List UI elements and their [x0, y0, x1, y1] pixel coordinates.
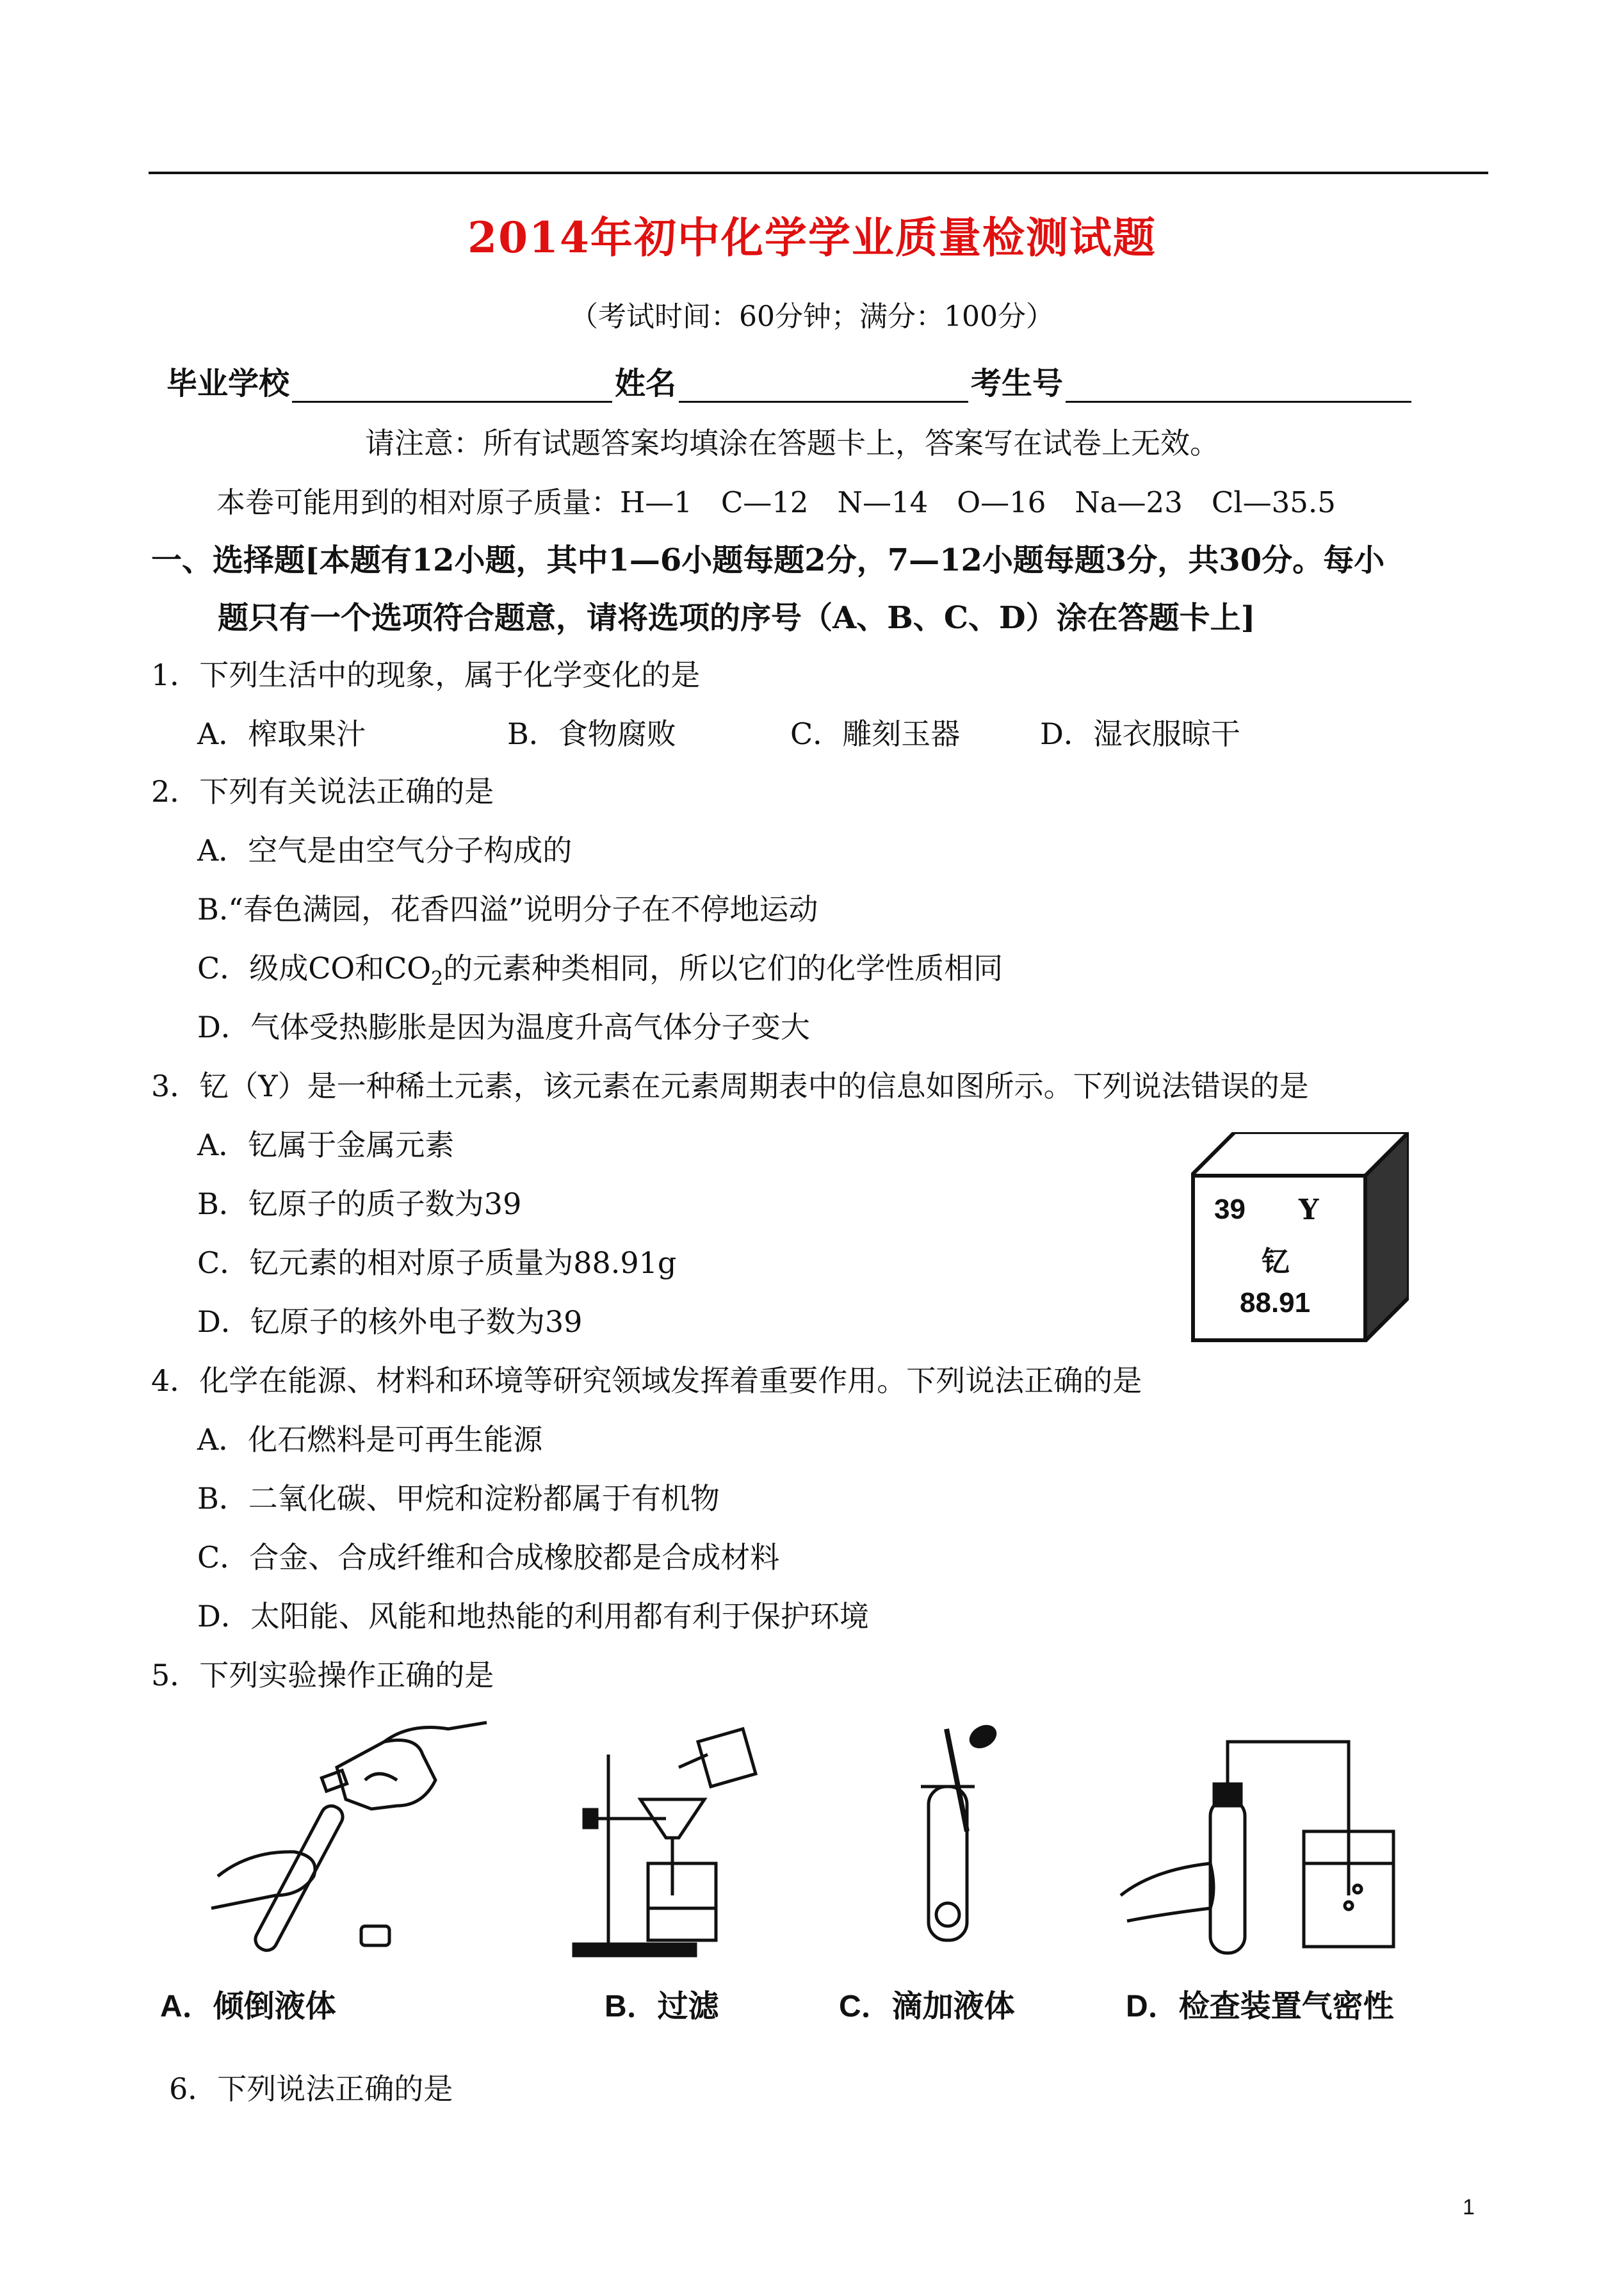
school-field[interactable]: [292, 370, 612, 403]
tile-atomic-number: 39: [1214, 1194, 1246, 1225]
q5-label-c[interactable]: C．滴加液体: [839, 1990, 1015, 2023]
illustration-b-filtering: [574, 1729, 756, 1956]
section-1-header-line-2: 题只有一个选项符合题意，请将选项的序号（A、B、C、D）涂在答题卡上]: [218, 600, 1256, 636]
illustration-d-airtightness: [1121, 1742, 1393, 1953]
q4-option-b[interactable]: B．二氧化碳、甲烷和淀粉都属于有机物: [197, 1481, 720, 1516]
name-label: 姓名: [615, 366, 677, 401]
id-label: 考生号: [971, 366, 1064, 401]
q1-option-b[interactable]: B．食物腐败: [507, 717, 676, 751]
atomic-masses: 本卷可能用到的相对原子质量：H—1 C—12 N—14 O—16 Na—23 Cl—35.5: [216, 485, 1336, 519]
q1-option-c[interactable]: C．雕刻玉器: [790, 717, 961, 751]
q2-stem: 2．下列有关说法正确的是: [151, 774, 494, 809]
name-field[interactable]: [679, 370, 968, 403]
q5-stem: 5．下列实验操作正确的是: [151, 1658, 494, 1692]
q3-option-c[interactable]: C．钇元素的相对原子质量为88.91g: [197, 1245, 677, 1280]
section-1-header-line-1: 一、选择题[本题有12小题，其中1—6小题每题2分，7—12小题每题3分，共30分。每小: [151, 542, 1385, 578]
q5-label-a[interactable]: A．倾倒液体: [160, 1990, 336, 2023]
exam-info: （考试时间：60分钟；满分：100分）: [570, 300, 1054, 333]
q2-option-c-post: 的元素种类相同，所以它们的化学性质相同: [443, 951, 1003, 985]
q4-stem: 4．化学在能源、材料和环境等研究领域发挥着重要作用。下列说法正确的是: [151, 1363, 1142, 1398]
q2-option-a[interactable]: A．空气是由空气分子构成的: [197, 833, 572, 868]
q1-option-d[interactable]: D．湿衣服晾干: [1040, 717, 1240, 751]
q4-option-a[interactable]: A．化石燃料是可再生能源: [197, 1422, 543, 1457]
q5-label-b[interactable]: B．过滤: [605, 1990, 719, 2023]
notice: 请注意：所有试题答案均填涂在答题卡上，答案写在试卷上无效。: [365, 426, 1219, 460]
school-label: 毕业学校: [166, 366, 290, 401]
q4-option-c[interactable]: C．合金、合成纤维和合成橡胶都是合成材料: [197, 1540, 780, 1575]
illustration-a-pouring-liquid: [211, 1723, 487, 1954]
q3-option-d[interactable]: D．钇原子的核外电子数为39: [197, 1304, 583, 1339]
yttrium-element-tile: [1191, 1132, 1409, 1342]
student-id-field[interactable]: [1066, 370, 1411, 403]
tile-element-name: 钇: [1262, 1245, 1290, 1278]
q2-option-b[interactable]: B.“春色满园，花香四溢”说明分子在不停地运动: [197, 892, 818, 927]
lab-operations-illustration: [192, 1703, 1473, 1972]
student-info-row: [166, 359, 1414, 403]
q3-option-b[interactable]: B．钇原子的质子数为39: [197, 1187, 522, 1221]
q3-stem: 3．钇（Y）是一种稀土元素，该元素在元素周期表中的信息如图所示。下列说法错误的是: [151, 1069, 1309, 1103]
q6-stem: 6．下列说法正确的是: [169, 2072, 453, 2106]
q5-label-d[interactable]: D．检查装置气密性: [1126, 1990, 1394, 2023]
page-title: 2014年初中化学学业质量检测试题: [467, 213, 1157, 263]
q4-option-d[interactable]: D．太阳能、风能和地热能的利用都有利于保护环境: [197, 1599, 869, 1634]
q1-option-a[interactable]: A．榨取果汁: [197, 717, 366, 751]
q3-option-a[interactable]: A．钇属于金属元素: [197, 1128, 455, 1162]
q2-option-c-pre: C．级成CO和CO: [197, 951, 432, 985]
illustration-c-dropping-liquid: [921, 1723, 998, 1940]
q2-option-d[interactable]: D．气体受热膨胀是因为温度升高气体分子变大: [197, 1010, 810, 1044]
q2-option-c[interactable]: [197, 945, 1003, 990]
q2-option-c-subscript: 2: [431, 968, 444, 991]
header-rule: [149, 172, 1488, 174]
page-number: 1: [1463, 2195, 1475, 2219]
tile-atomic-mass: 88.91: [1240, 1287, 1311, 1318]
tile-symbol: Y: [1299, 1194, 1319, 1226]
q1-stem: 1．下列生活中的现象，属于化学变化的是: [151, 658, 701, 692]
